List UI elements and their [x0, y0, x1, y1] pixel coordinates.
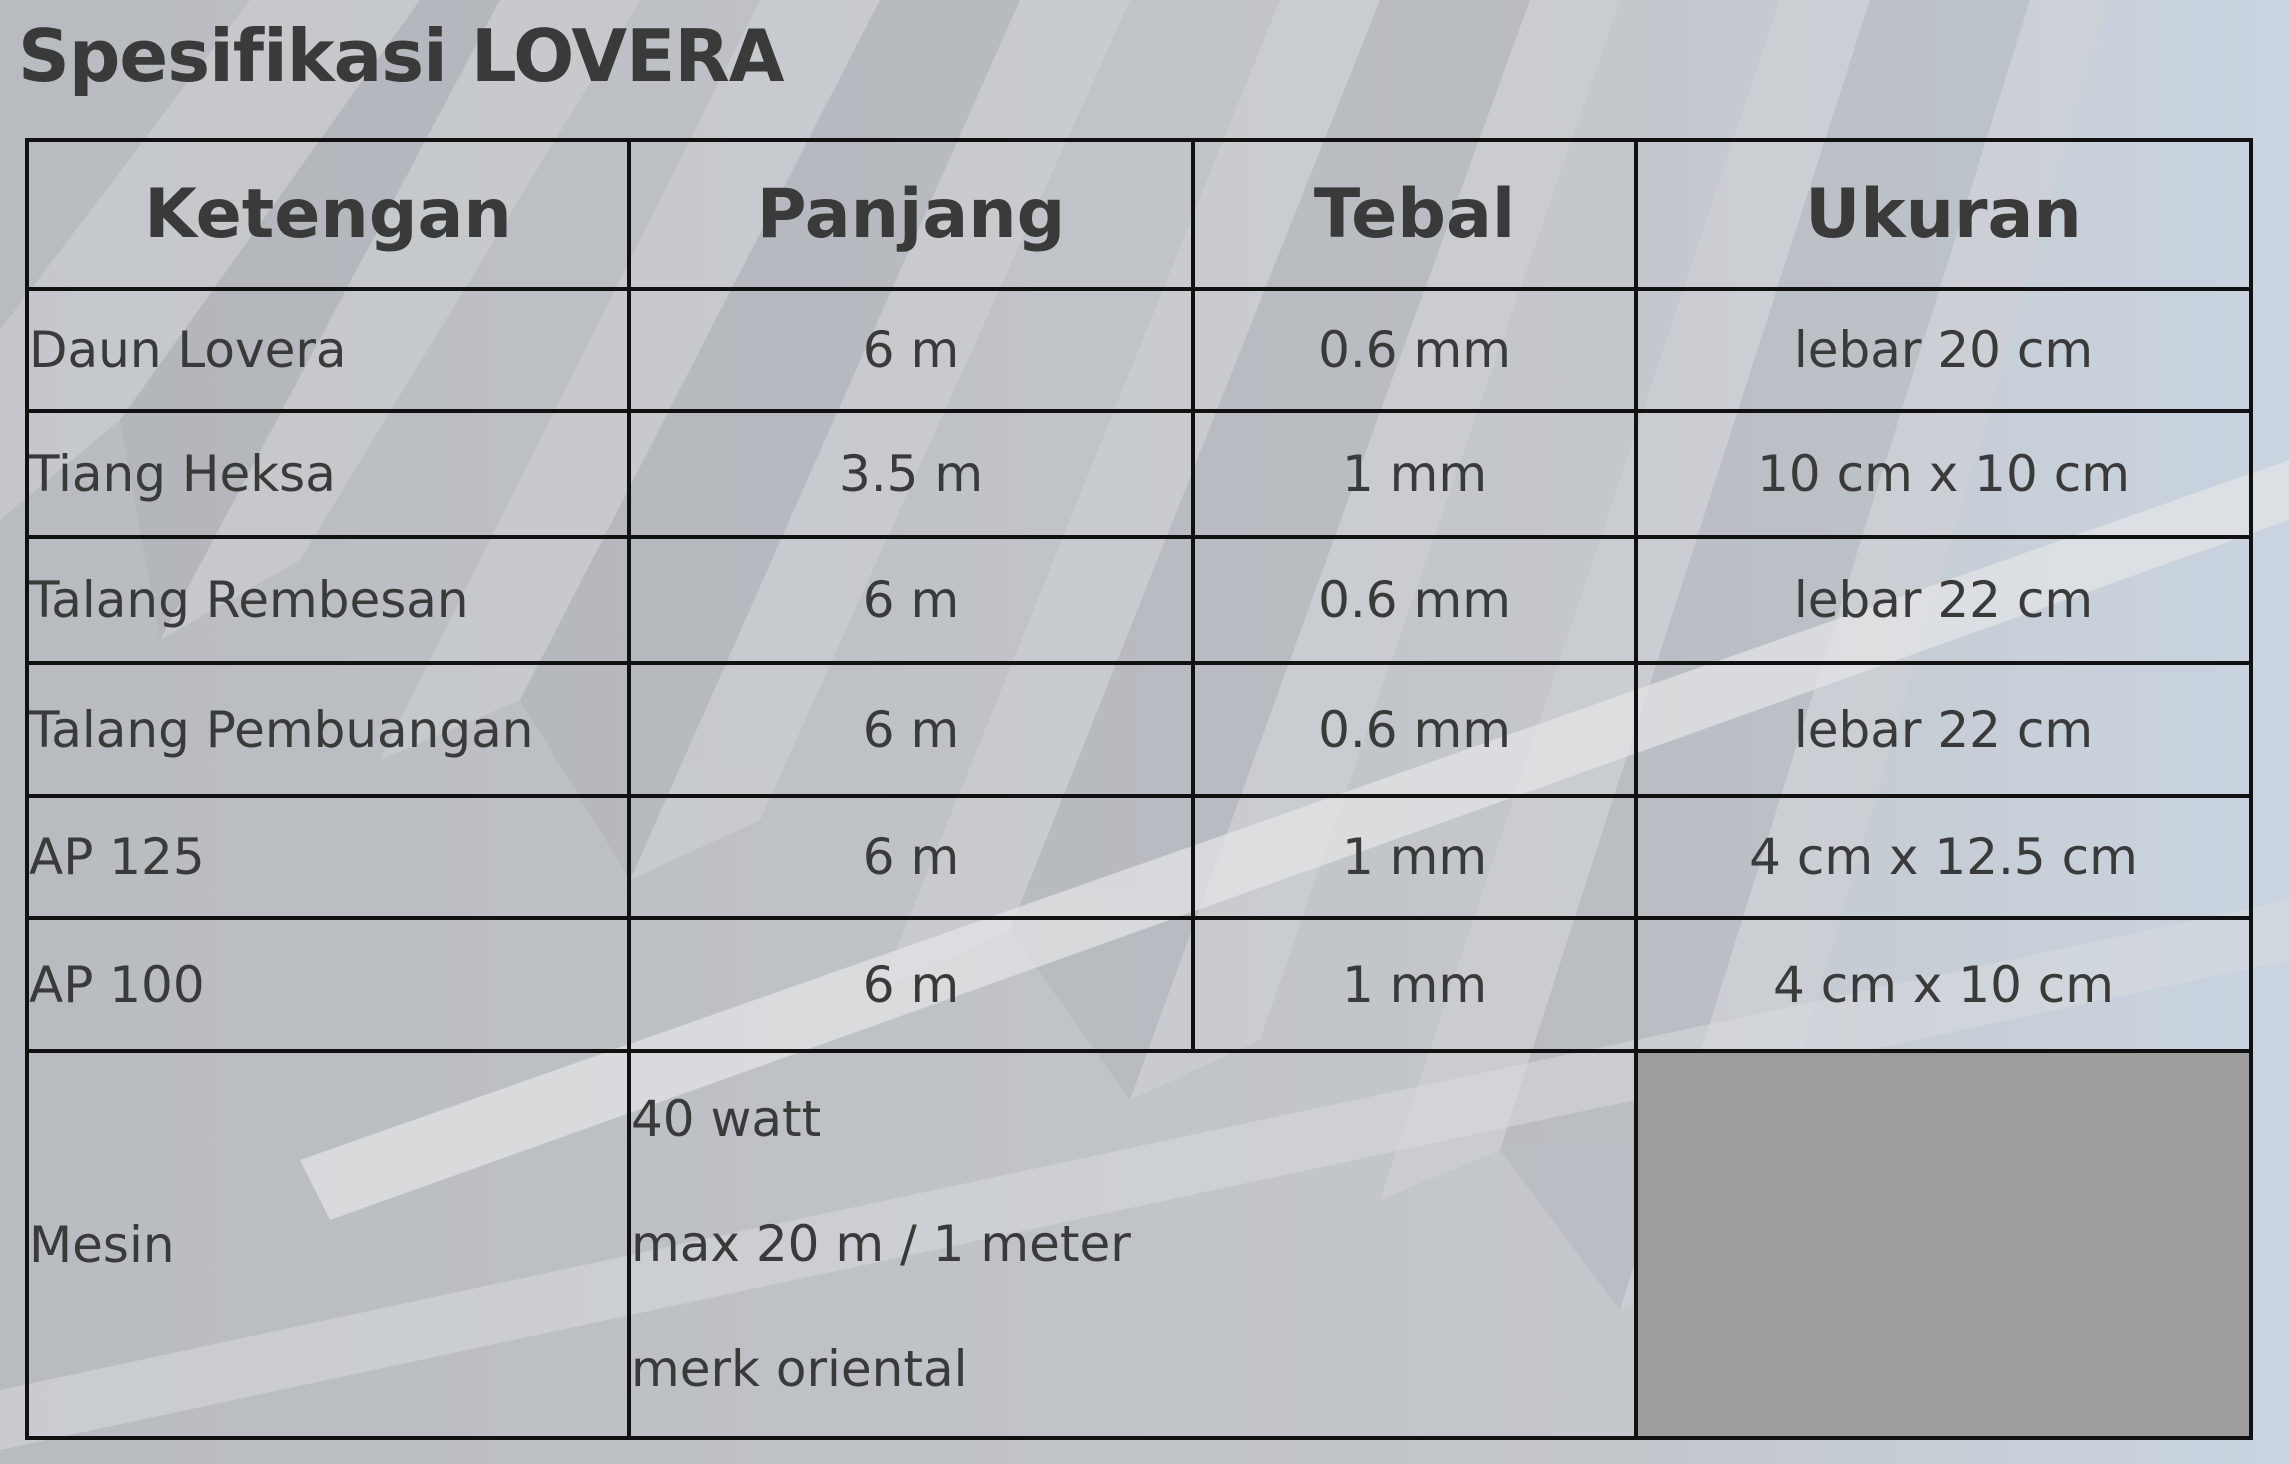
header-panjang: Panjang [629, 140, 1193, 289]
cell-panjang: 6 m [629, 663, 1193, 796]
cell-ukuran: 4 cm x 10 cm [1636, 918, 2251, 1051]
cell-tebal: 1 mm [1193, 796, 1636, 918]
header-ukuran: Ukuran [1636, 140, 2251, 289]
cell-name: Daun Lovera [27, 289, 629, 411]
table-row [27, 918, 2251, 1051]
table-header-row [27, 140, 2251, 289]
cell-ukuran: lebar 20 cm [1636, 289, 2251, 411]
cell-ukuran: 10 cm x 10 cm [1636, 411, 2251, 537]
page-title: Spesifikasi LOVERA [18, 14, 784, 98]
cell-tebal: 1 mm [1193, 918, 1636, 1051]
table-row [27, 796, 2251, 918]
cell-mesin-details [629, 1051, 1636, 1438]
table-row [27, 411, 2251, 537]
empty-gray-cell [1636, 1051, 2251, 1438]
table-row [27, 663, 2251, 796]
table-row [27, 537, 2251, 663]
cell-name: AP 100 [27, 918, 629, 1051]
cell-name: Talang Pembuangan [27, 663, 629, 796]
header-ketengan: Ketengan [27, 140, 629, 289]
mesin-detail-brand: merk oriental [631, 1340, 968, 1398]
cell-ukuran: lebar 22 cm [1636, 663, 2251, 796]
cell-ukuran: 4 cm x 12.5 cm [1636, 796, 2251, 918]
cell-panjang: 6 m [629, 537, 1193, 663]
table-row-mesin [27, 1051, 2251, 1438]
cell-panjang: 6 m [629, 796, 1193, 918]
cell-name: Talang Rembesan [27, 537, 629, 663]
cell-tebal: 0.6 mm [1193, 537, 1636, 663]
mesin-detail-power: 40 watt [631, 1090, 822, 1148]
mesin-detail-capacity: max 20 m / 1 meter [631, 1215, 1131, 1273]
cell-tebal: 0.6 mm [1193, 663, 1636, 796]
cell-panjang: 3.5 m [629, 411, 1193, 537]
cell-name: Tiang Heksa [27, 411, 629, 537]
spec-table [25, 138, 2253, 1440]
header-tebal: Tebal [1193, 140, 1636, 289]
cell-panjang: 6 m [629, 289, 1193, 411]
cell-name-mesin: Mesin [27, 1051, 629, 1438]
cell-tebal: 0.6 mm [1193, 289, 1636, 411]
cell-panjang: 6 m [629, 918, 1193, 1051]
cell-name: AP 125 [27, 796, 629, 918]
cell-ukuran: lebar 22 cm [1636, 537, 2251, 663]
table-row [27, 289, 2251, 411]
cell-tebal: 1 mm [1193, 411, 1636, 537]
